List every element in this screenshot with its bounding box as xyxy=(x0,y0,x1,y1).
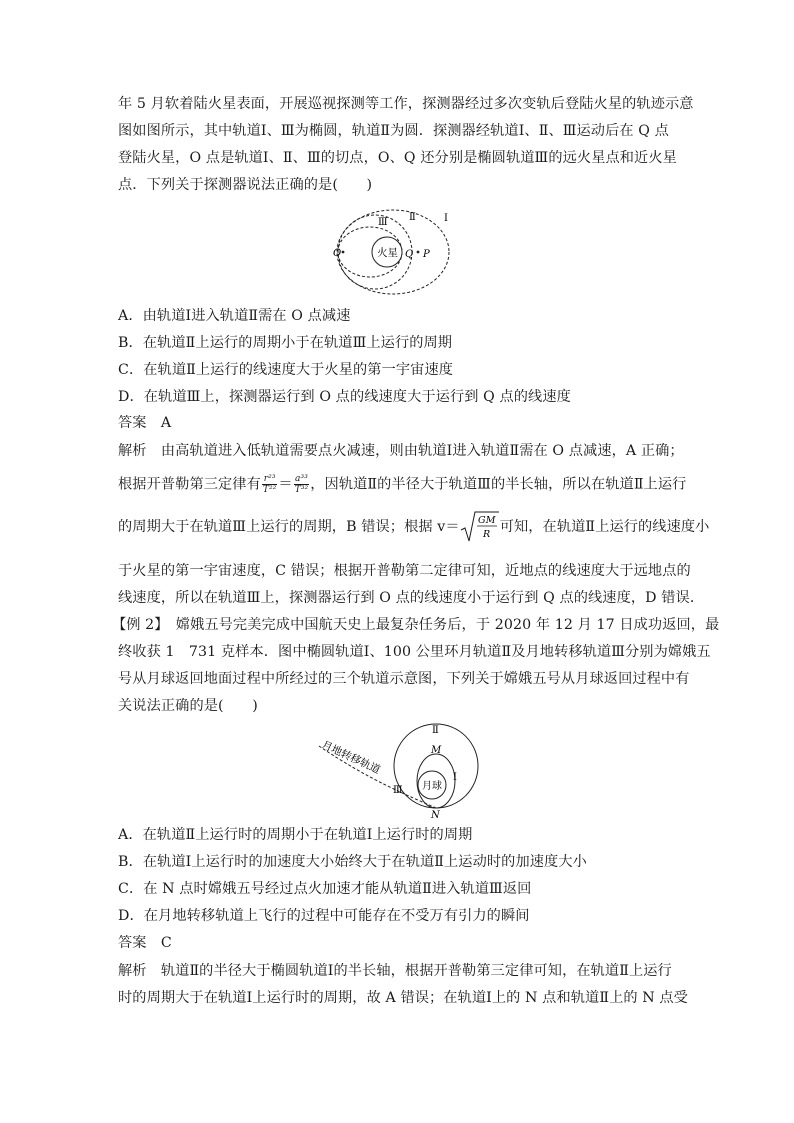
label-point-Q: Q xyxy=(405,249,414,260)
problem2-stem-line-4: 关说法正确的是( ) xyxy=(118,698,258,714)
problem2-stem-line-3: 号从月球返回地面过程中所经过的三个轨道示意图，下列关于嫦娥五号从月球返回过程中有 xyxy=(118,671,690,687)
problem2-option-c: C．在 N 点时嫦娥五号经过点火加速才能从轨道Ⅱ进入轨道Ⅲ返回 xyxy=(118,881,532,897)
moon-label: 月球 xyxy=(422,781,442,792)
mars-label: 火星 xyxy=(377,247,398,259)
label-orbit-3: Ⅲ xyxy=(393,785,403,796)
label-point-N: N xyxy=(431,810,440,818)
problem2-option-d: D．在月地转移轨道上飞行的过程中可能存在不受万有引力的瞬间 xyxy=(118,908,530,924)
kepler-fraction-2: $\frac{\text{a³³}}{\text{T³²}}$ xyxy=(294,474,309,495)
problem1-analysis-line-3: 的周期大于在轨道Ⅲ上运行的周期，B 错误；根据 v＝ GM R 可知，在轨道Ⅱ上运行的线速度小 xyxy=(118,510,678,544)
label-orbit-2: Ⅱ xyxy=(409,212,416,223)
problem2-stem-line-1: 【例 2】 嫦娥五号完美完成中国航天史上最复杂任务后，于 2020 年 12 月 17 日成功返回，最 xyxy=(112,617,720,633)
problem1-stem-line-4: 点．下列关于探测器说法正确的是( ) xyxy=(118,177,373,193)
mars-orbit-figure xyxy=(332,206,464,298)
problem1-analysis-line-4: 于火星的第一宇宙速度，C 错误；根据开普勒第二定律可知，近地点的线速度大于远地点的 xyxy=(118,563,691,579)
velocity-sqrt-formula xyxy=(460,510,500,544)
problem1-option-a: A．由轨道Ⅰ进入轨道Ⅱ需在 O 点减速 xyxy=(118,308,351,324)
moon-orbit-figure xyxy=(314,722,484,818)
kepler-fraction-1: $\frac{\text{r²³}}{\text{T²²}}$ xyxy=(262,474,277,495)
label-orbit-3: Ⅲ xyxy=(378,217,388,228)
problem2-answer: 答案 C xyxy=(118,935,172,951)
label-point-O: O xyxy=(333,248,342,259)
problem1-analysis-line-1: 解析 由高轨道进入低轨道需要点火减速，则由轨道Ⅰ进入轨道Ⅱ需在 O 点减速，A 正确； xyxy=(118,443,684,459)
problem1-option-c: C．在轨道Ⅱ上运行的线速度大于火星的第一宇宙速度 xyxy=(118,362,454,378)
problem2-analysis-line-1: 解析 轨道Ⅱ的半径大于椭圆轨道Ⅰ的半长轴，根据开普勒第三定律可知，在轨道Ⅱ上运行 xyxy=(118,963,672,979)
problem1-option-b: B．在轨道Ⅱ上运行的周期小于在轨道Ⅲ上运行的周期 xyxy=(118,335,453,351)
problem1-stem-line-1: 年 5 月软着陆火星表面，开展巡视探测等工作，探测器经过多次变轨后登陆火星的轨迹示意 xyxy=(118,96,694,112)
problem2-analysis-line-2: 时的周期大于在轨道Ⅰ上运行时的周期，故 A 错误；在轨道Ⅰ上的 N 点和轨道Ⅱ上的 N 点受 xyxy=(118,990,688,1006)
label-orbit-1: Ⅰ xyxy=(453,772,457,783)
label-point-M: M xyxy=(431,745,442,756)
label-orbit-2: Ⅱ xyxy=(432,725,439,736)
transfer-orbit-label: 月地转移轨道 xyxy=(319,738,382,777)
problem1-analysis-line-5: 线速度，所以在轨道Ⅲ上，探测器运行到 O 点的线速度小于运行到 Q 点的线速度，D 错误． xyxy=(118,590,705,606)
problem1-option-d: D．在轨道Ⅲ上，探测器运行到 O 点的线速度大于运行到 Q 点的线速度 xyxy=(118,389,571,405)
svg-text:R: R xyxy=(482,529,490,540)
label-point-P: P xyxy=(423,249,430,260)
problem2-stem-line-2: 终收获 1 731 克样本．图中椭圆轨道Ⅰ、100 公里环月轨道Ⅱ及月地转移轨道Ⅲ分别为嫦娥五 xyxy=(118,644,711,660)
problem1-analysis-line-2: 根据开普勒第三定律有 $\frac{\text{r²³}}{\text{T²²}}$ ＝ $\frac{\text{a³³}}{\text{T³²}}$ ，因轨道Ⅱ的半径大于轨道Ⅲ的半长轴，所以在轨道Ⅱ上运行 xyxy=(118,474,687,495)
svg-text:GM: GM xyxy=(477,515,496,526)
problem1-stem-line-2: 图如图所示，其中轨道Ⅰ、Ⅲ为椭圆，轨道Ⅱ为圆．探测器经轨道Ⅰ、Ⅱ、Ⅲ运动后在 Q 点 xyxy=(118,123,669,139)
label-orbit-1: Ⅰ xyxy=(444,213,448,224)
problem1-stem-line-3: 登陆火星，O 点是轨道Ⅰ、Ⅱ、Ⅲ的切点，O、Q 还分别是椭圆轨道Ⅲ的远火星点和近火星 xyxy=(118,150,677,166)
problem2-option-b: B．在轨道Ⅰ上运行时的加速度大小始终大于在轨道Ⅱ上运动时的加速度大小 xyxy=(118,854,587,870)
problem1-answer: 答案 A xyxy=(118,415,172,431)
problem2-option-a: A．在轨道Ⅱ上运行时的周期小于在轨道Ⅰ上运行时的周期 xyxy=(118,827,473,843)
